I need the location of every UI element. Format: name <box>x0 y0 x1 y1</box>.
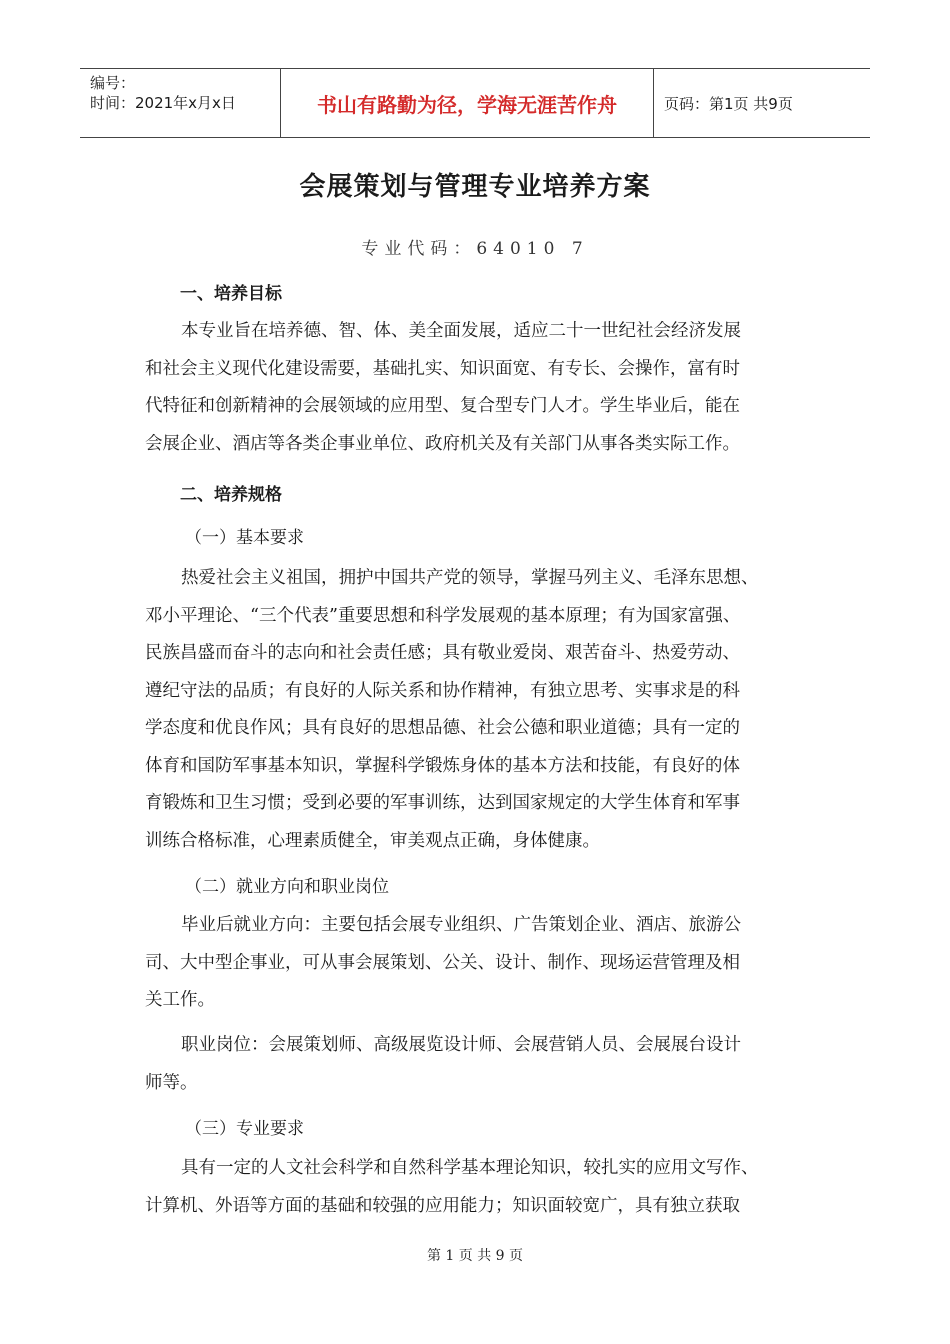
text-line: 具有一定的人文社会科学和自然科学基本理论知识，较扎实的应用文写作、 <box>181 1158 759 1178</box>
text-line: 训练合格标准，心理素质健全，审美观点正确，身体健康。 <box>145 830 600 851</box>
subheading-basic-requirements: （一）基本要求 <box>185 528 304 548</box>
text-line: 关工作。 <box>145 990 215 1010</box>
header-motto: 书山有路勤为径，学海无涯苦作舟 <box>281 69 654 137</box>
text-line: 计算机、外语等方面的基础和较强的应用能力；知识面较宽广，具有独立获取 <box>145 1195 740 1216</box>
text-line: 民族昌盛而奋斗的志向和社会责任感；具有敬业爱岗、艰苦奋斗、热爱劳动、 <box>145 643 740 663</box>
text-line: 和社会主义现代化建设需要，基础扎实、知识面宽、有专长、会操作，富有时 <box>145 358 740 379</box>
header-meta <box>80 69 281 137</box>
document-header <box>80 68 870 138</box>
subheading-employment: （二）就业方向和职业岗位 <box>185 877 389 897</box>
text-line: 体育和国防军事基本知识，掌握科学锻炼身体的基本方法和技能，有良好的体 <box>145 755 740 776</box>
text-line: 职业岗位：会展策划师、高级展览设计师、会展营销人员、会展展台设计 <box>181 1035 741 1055</box>
number-label: 编号： <box>90 74 136 92</box>
paragraph-goals <box>145 313 805 463</box>
text-line: 代特征和创新精神的会展领域的应用型、复合型专门人才。学生毕业后，能在 <box>145 396 740 416</box>
text-line: 会展企业、酒店等各类企事业单位、政府机关及有关部门从事各类实际工作。 <box>145 433 740 454</box>
subheading-professional-requirements: （三）专业要求 <box>185 1119 304 1139</box>
text-line: 热爱社会主义祖国，拥护中国共产党的领导，掌握马列主义、毛泽东思想、 <box>181 568 759 588</box>
paragraph-employment-direction <box>145 907 805 1020</box>
text-line: 育锻炼和卫生习惯；受到必要的军事训练，达到国家规定的大学生体育和军事 <box>145 793 740 813</box>
text-line: 司、大中型企事业，可从事会展策划、公关、设计、制作、现场运营管理及相 <box>145 952 740 973</box>
page-title: 会展策划与管理专业培养方案 <box>299 172 651 202</box>
time-label: 时间：2021年x月x日 <box>90 94 236 112</box>
major-code: 专业代码：64010 7 <box>361 239 589 259</box>
paragraph-professional-requirements <box>145 1150 805 1225</box>
text-line: 邓小平理论、“三个代表”重要思想和科学发展观的基本原理；有为国家富强、 <box>145 605 741 626</box>
section-heading-specs: 二、培养规格 <box>180 485 282 505</box>
paragraph-job-positions <box>145 1027 805 1102</box>
text-line: 师等。 <box>145 1072 198 1093</box>
paragraph-basic-requirements <box>145 560 805 860</box>
header-page-info: 页码：第1页 共9页 <box>664 94 793 113</box>
page-footer: 第 1 页 共 9 页 <box>426 1248 524 1264</box>
section-heading-goals: 一、培养目标 <box>180 284 282 304</box>
text-line: 本专业旨在培养德、智、体、美全面发展，适应二十一世纪社会经济发展 <box>181 321 741 341</box>
text-line: 学态度和优良作风；具有良好的思想品德、社会公德和职业道德；具有一定的 <box>145 718 740 738</box>
text-line: 毕业后就业方向：主要包括会展专业组织、广告策划企业、酒店、旅游公 <box>181 915 741 935</box>
text-line: 遵纪守法的品质；有良好的人际关系和协作精神，有独立思考、实事求是的科 <box>145 680 740 701</box>
